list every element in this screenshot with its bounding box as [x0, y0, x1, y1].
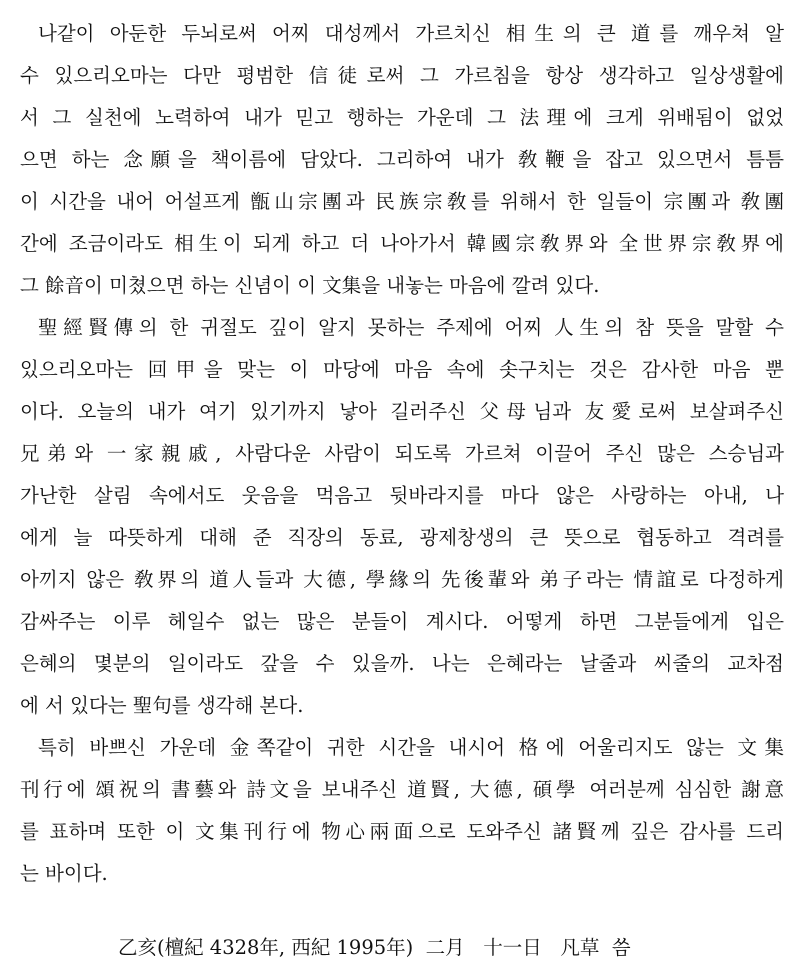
paragraph-1-line-3: 서 그 실천에 노력하여 내가 믿고 행하는 가운데 그 法理에 크게 위배됨이 없었 [20, 106, 784, 129]
paragraph-2-line-3: 이다. 오늘의 내가 여기 있기까지 낳아 길러주신 父母님과 友愛로써 보살펴주신 [20, 400, 784, 423]
paragraph-2-line-6: 에게 늘 따뜻하게 대해 준 직장의 동료, 광제창생의 큰 뜻으로 협동하고 격려를 [20, 526, 784, 549]
signature-date-line: 乙亥(檀紀 4328年, 西紀 1995年) 二月 十一日 凡草 씀 [118, 936, 631, 959]
paragraph-3-line-1: 특히 바쁘신 가운데 金쪽같이 귀한 시간을 내시어 格에 어울리지도 않는 文集 [38, 736, 784, 759]
paragraph-3-line-3: 를 표하며 또한 이 文集刊行에 物心兩面으로 도와주신 諸賢께 깊은 감사를 드리 [20, 820, 784, 843]
paragraph-3-line-2: 刊行에 頌祝의 書藝와 詩文을 보내주신 道賢, 大德, 碩學 여러분께 심심한 謝意 [20, 778, 784, 801]
paragraph-1-line-4: 으면 하는 念願을 책이름에 담았다. 그리하여 내가 敎鞭을 잡고 있으면서 틈틈 [20, 148, 784, 171]
paragraph-2-line-9: 은혜의 몇분의 일이라도 갚을 수 있을까. 나는 은혜라는 날줄과 씨줄의 교차점 [20, 652, 784, 675]
paragraph-2-line-8: 감싸주는 이루 헤일수 없는 많은 분들이 계시다. 어떻게 하면 그분들에게 입은 [20, 610, 784, 633]
paragraph-2-line-2: 있으리오마는 回甲을 맞는 이 마당에 마음 속에 솟구치는 것은 감사한 마음 뿐 [20, 358, 784, 381]
paragraph-2-line-1: 聖經賢傳의 한 귀절도 깊이 알지 못하는 주제에 어찌 人生의 참 뜻을 말할 수 [38, 316, 784, 339]
paragraph-1-line-6: 간에 조금이라도 相生이 되게 하고 더 나아가서 韓國宗敎界와 全世界宗敎界에 [20, 232, 784, 255]
paragraph-1-line-7: 그 餘音이 미쳤으면 하는 신념이 이 文集을 내놓는 마음에 깔려 있다. [20, 274, 600, 297]
paragraph-2-line-7: 아끼지 않은 敎界의 道人들과 大德, 學緣의 先後輩와 弟子라는 情誼로 다정하게 [20, 568, 784, 591]
paragraph-3-line-4: 는 바이다. [20, 862, 108, 885]
paragraph-2-line-5: 가난한 살림 속에서도 웃음을 먹음고 뒷바라지를 마다 않은 사랑하는 아내, 나 [20, 484, 784, 507]
paragraph-1-line-5: 이 시간을 내어 어설프게 甑山宗團과 民族宗敎를 위해서 한 일들이 宗團과 敎團 [20, 190, 784, 213]
paragraph-2-line-4: 兄弟와 一家親戚, 사람다운 사람이 되도록 가르쳐 이끌어 주신 많은 스승님과 [20, 442, 784, 465]
paragraph-1-line-2: 수 있으리오마는 다만 평범한 信徒로써 그 가르침을 항상 생각하고 일상생활에 [20, 64, 784, 87]
paragraph-2-line-10: 에 서 있다는 聖句를 생각해 본다. [20, 694, 304, 717]
paragraph-1-line-1: 나같이 아둔한 두뇌로써 어찌 대성께서 가르치신 相生의 큰 道를 깨우쳐 알 [38, 22, 784, 45]
